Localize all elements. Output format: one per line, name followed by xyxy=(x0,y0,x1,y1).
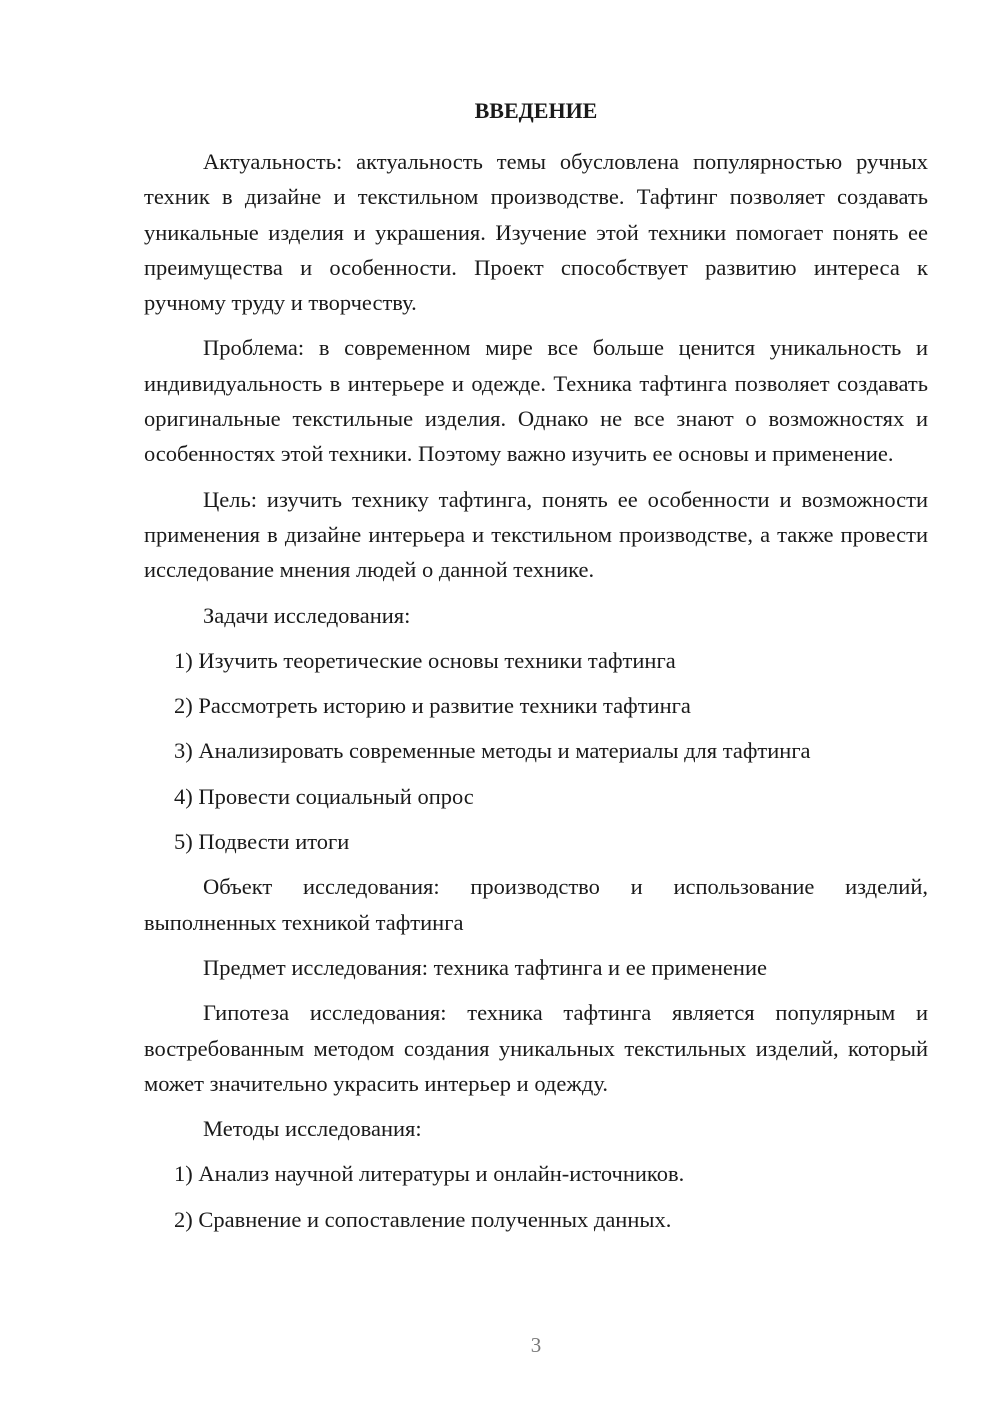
tasks-label: Задачи исследования: xyxy=(203,602,411,628)
object-paragraph: Объект исследования: производство и использование изделий, выполненных техникой тафтинга xyxy=(144,874,928,935)
task-item: 5) Подвести итоги xyxy=(174,829,350,855)
method-item: 1) Анализ научной литературы и онлайн-источников. xyxy=(174,1161,685,1187)
method-item: 2) Сравнение и сопоставление полученных данных. xyxy=(174,1206,672,1232)
methods-label: Методы исследования: xyxy=(203,1116,422,1142)
task-item: 1) Изучить теоретические основы техники тафтинга xyxy=(174,647,676,673)
task-item: 3) Анализировать современные методы и материалы для тафтинга xyxy=(174,738,811,764)
page-number: 3 xyxy=(530,1333,542,1357)
document-page xyxy=(144,96,928,1247)
hypothesis-paragraph: Гипотеза исследования: техника тафтинга является популярным и востребованным методом создания уникальных текстильных изделий, который может значительно украсить интерьер и одежду. xyxy=(144,1000,928,1096)
section-title: ВВЕДЕНИЕ xyxy=(474,98,598,123)
relevance-paragraph: Актуальность: актуальность темы обусловлена популярностью ручных техник в дизайне и текстильном производстве. Тафтинг позволяет создавать уникальные изделия и украшения. Изучение этой техники помогает понять ее преимущества и особенности. Проект способствует развитию интереса к ручному труду и творчеству. xyxy=(144,149,928,316)
task-item: 4) Провести социальный опрос xyxy=(174,783,474,809)
subject-paragraph: Предмет исследования: техника тафтинга и ее применение xyxy=(203,954,767,980)
goal-paragraph: Цель: изучить технику тафтинга, понять ее особенности и возможности применения в дизайне интерьера и текстильном производстве, а также провести исследование мнения людей о данной технике. xyxy=(144,486,928,583)
task-item: 2) Рассмотреть историю и развитие техники тафтинга xyxy=(174,693,691,719)
problem-paragraph: Проблема: в современном мире все больше ценится уникальность и индивидуальность в интерьере и одежде. Техника тафтинга позволяет создавать оригинальные текстильные изделия. Однако не все знают о возможностях и особенностях этой техники. Поэтому важно изучить ее основы и применение. xyxy=(144,335,928,467)
